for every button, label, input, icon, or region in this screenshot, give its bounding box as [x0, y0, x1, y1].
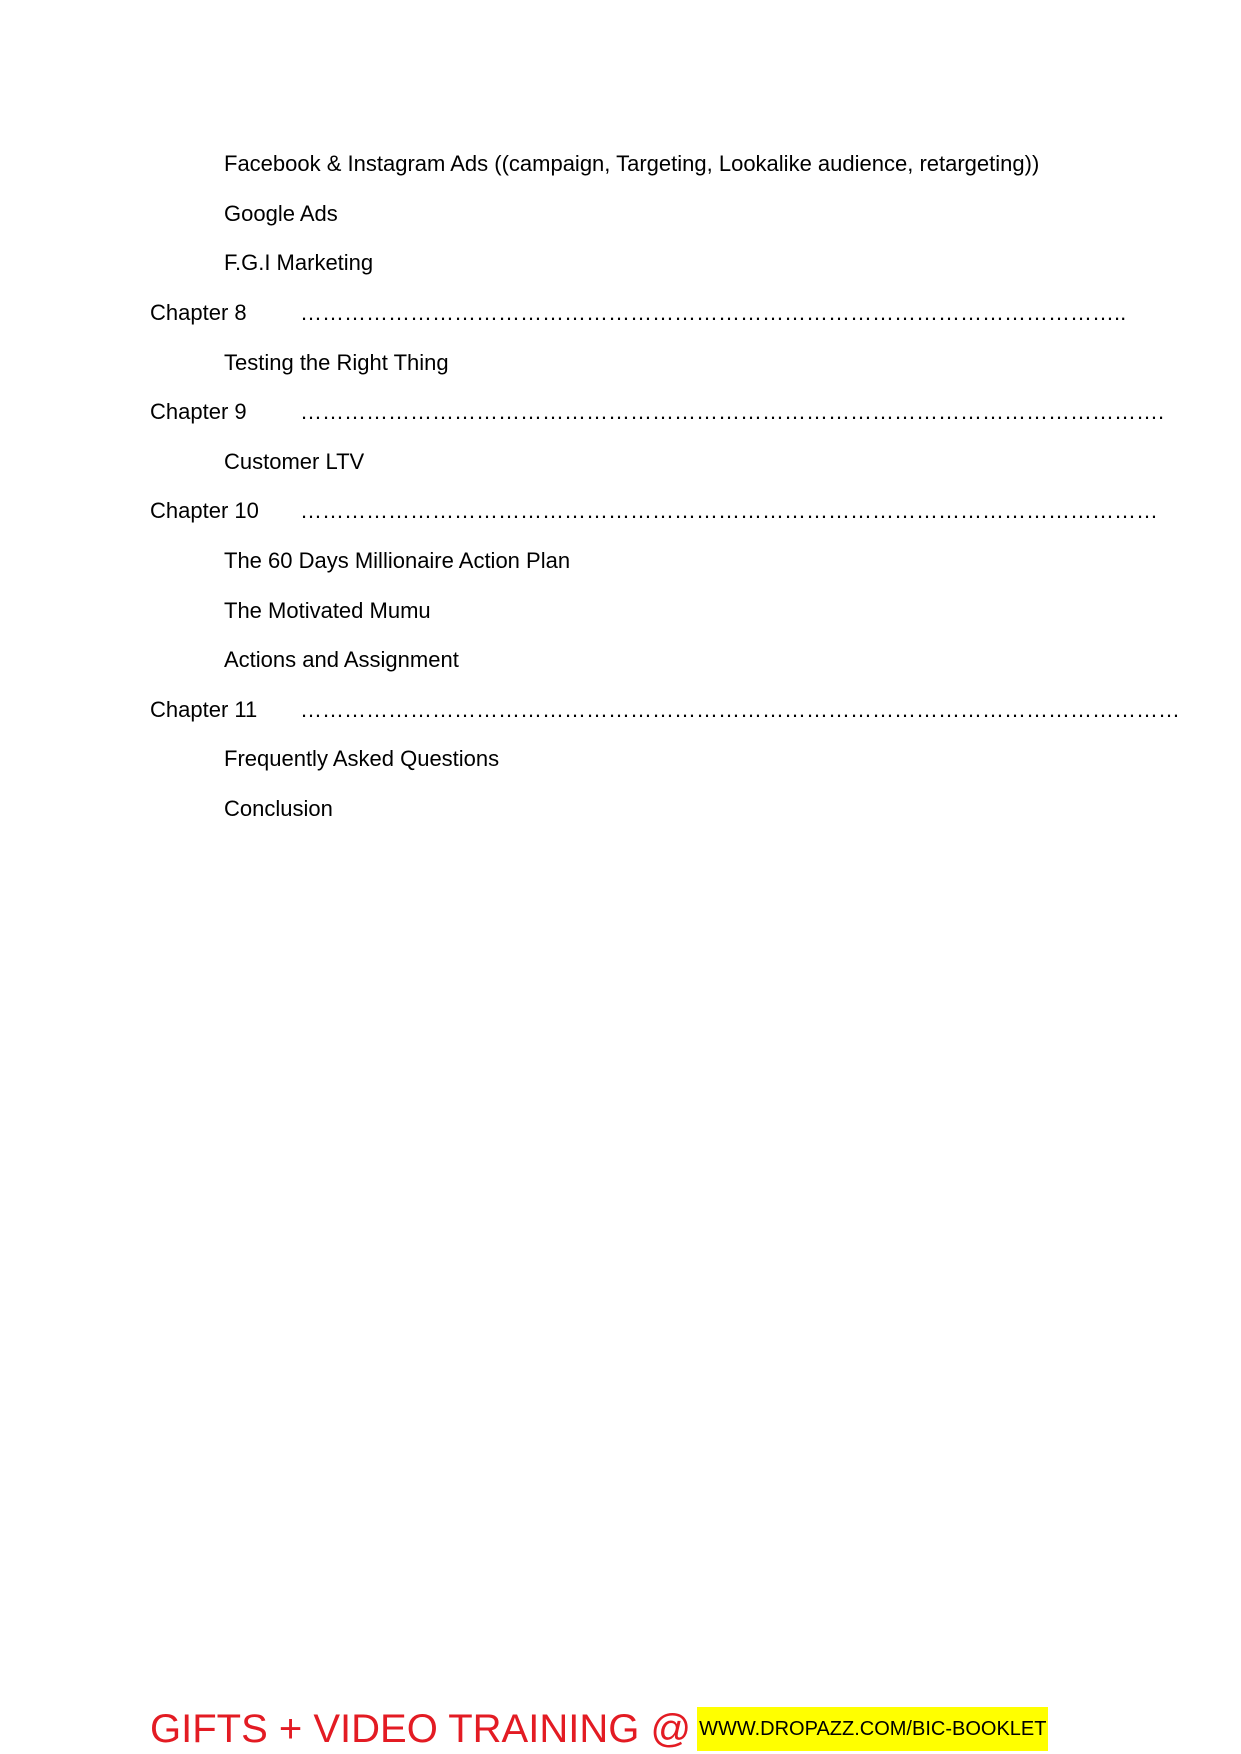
toc-chapter-9-leader: ……………………………………………………………………………………………………….: [300, 399, 1165, 424]
footer-gifts-text: GIFTS + VIDEO TRAINING @: [150, 1707, 692, 1751]
toc-item-actions-assignment: Actions and Assignment: [224, 647, 459, 672]
toc-item-60-days-action-plan: The 60 Days Millionaire Action Plan: [224, 548, 571, 573]
toc-chapter-11-leader: …………………………………………………………………………………………………………: [300, 697, 1180, 722]
toc-item-faq: Frequently Asked Questions: [224, 746, 500, 771]
footer-booklet-link[interactable]: WWW.DROPAZZ.COM/BIC-BOOKLET: [697, 1707, 1048, 1751]
toc-item-testing-right-thing: Testing the Right Thing: [224, 350, 449, 375]
toc-item-facebook-instagram-ads: Facebook & Instagram Ads ((campaign, Targeting, Lookalike audience, retargeting)): [224, 151, 1040, 176]
toc-item-customer-ltv: Customer LTV: [224, 449, 365, 474]
footer-banner: [150, 1707, 1048, 1751]
toc-chapter-10-leader: ………………………………………………………………………………………………………: [300, 498, 1158, 523]
toc-item-conclusion: Conclusion: [224, 796, 333, 821]
toc-chapter-11: Chapter 11: [150, 697, 258, 722]
toc-item-google-ads: Google Ads: [224, 201, 338, 226]
toc-chapter-8-leader: …………………………………………………………………………………………………..: [300, 300, 1127, 325]
toc-item-motivated-mumu: The Motivated Mumu: [224, 598, 431, 623]
toc-item-fgi-marketing: F.G.I Marketing: [224, 250, 374, 275]
toc-chapter-8: Chapter 8: [150, 300, 247, 325]
toc-chapter-10: Chapter 10: [150, 498, 259, 523]
toc-chapter-9: Chapter 9: [150, 399, 247, 424]
